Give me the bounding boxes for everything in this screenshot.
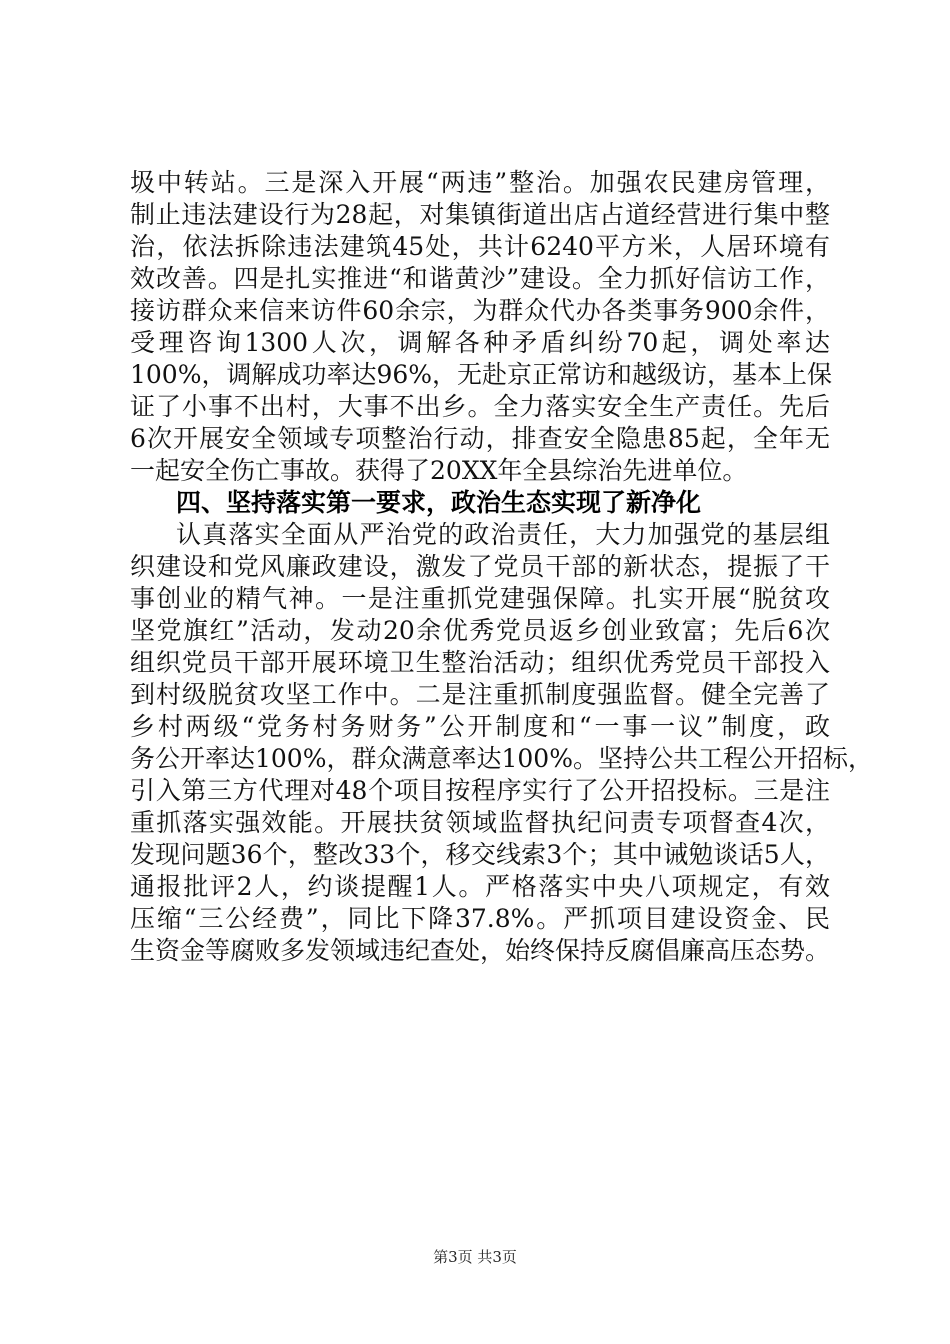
paragraph-line: 6次开展安全领域专项整治行动，排查安全隐患85起，全年无 [130, 424, 830, 453]
paragraph-line: 组织党员干部开展环境卫生整治活动；组织优秀党员干部投入 [130, 648, 830, 677]
paragraph-line: 100%，调解成功率达96%，无赴京正常访和越级访，基本上保 [130, 360, 833, 389]
paragraph-line: 制止违法建设行为28起，对集镇街道出店占道经营进行集中整 [130, 200, 830, 229]
paragraph-line: 坚党旗红”活动，发动20余优秀党员返乡创业致富；先后6次 [130, 616, 830, 645]
page-number-footer: 第3页 共3页 [433, 1248, 517, 1266]
paragraph-line: 引入第三方代理对48个项目按程序实行了公开招投标。三是注 [130, 776, 830, 805]
paragraph-line: 重抓落实强效能。开展扶贫领域监督执纪问责专项督查4次， [130, 808, 830, 837]
paragraph-line: 发现问题36个，整改33个，移交线索3个；其中诫勉谈话5人， [130, 840, 830, 869]
paragraph-line: 乡村两级“党务村务财务”公开制度和“一事一议”制度，政 [130, 712, 830, 741]
paragraph-line: 效改善。四是扎实推进“和谐黄沙”建设。全力抓好信访工作， [130, 264, 830, 293]
paragraph-line: 圾中转站。三是深入开展“两违”整治。加强农民建房管理， [130, 168, 830, 197]
paragraph-section-four [130, 519, 873, 967]
paragraph-line: 受理咨询1300人次，调解各种矛盾纠纷70起，调处率达 [130, 328, 830, 357]
section-heading: 四、坚持落实第一要求，政治生态实现了新净化 [176, 488, 702, 517]
paragraph-line: 接访群众来信来访件60余宗，为群众代办各类事务900余件， [130, 296, 830, 325]
paragraph-line: 治，依法拆除违法建筑45处，共计6240平方米，人居环境有 [130, 232, 830, 261]
paragraph-line: 务公开率达100%，群众满意率达100%。坚持公共工程公开招标， [130, 744, 873, 773]
paragraph-continued [130, 167, 833, 487]
paragraph-line: 织建设和党风廉政建设，激发了党员干部的新状态，提振了干 [130, 552, 830, 581]
document-body [130, 167, 873, 967]
paragraph-line: 证了小事不出村，大事不出乡。全力落实安全生产责任。先后 [130, 392, 830, 421]
paragraph-line: 压缩“三公经费”，同比下降37.8%。严抓项目建设资金、民 [130, 904, 830, 933]
paragraph-line: 通报批评2人，约谈提醒1人。严格落实中央八项规定，有效 [130, 872, 830, 901]
paragraph-line: 到村级脱贫攻坚工作中。二是注重抓制度强监督。健全完善了 [130, 680, 830, 709]
paragraph-line: 一起安全伤亡事故。获得了20XX年全县综治先进单位。 [130, 456, 748, 485]
paragraph-line: 生资金等腐败多发领域违纪查处，始终保持反腐倡廉高压态势。 [130, 936, 831, 965]
paragraph-line: 认真落实全面从严治党的政治责任，大力加强党的基层组 [176, 520, 830, 549]
paragraph-line: 事创业的精气神。一是注重抓党建强保障。扎实开展“脱贫攻 [130, 584, 830, 613]
